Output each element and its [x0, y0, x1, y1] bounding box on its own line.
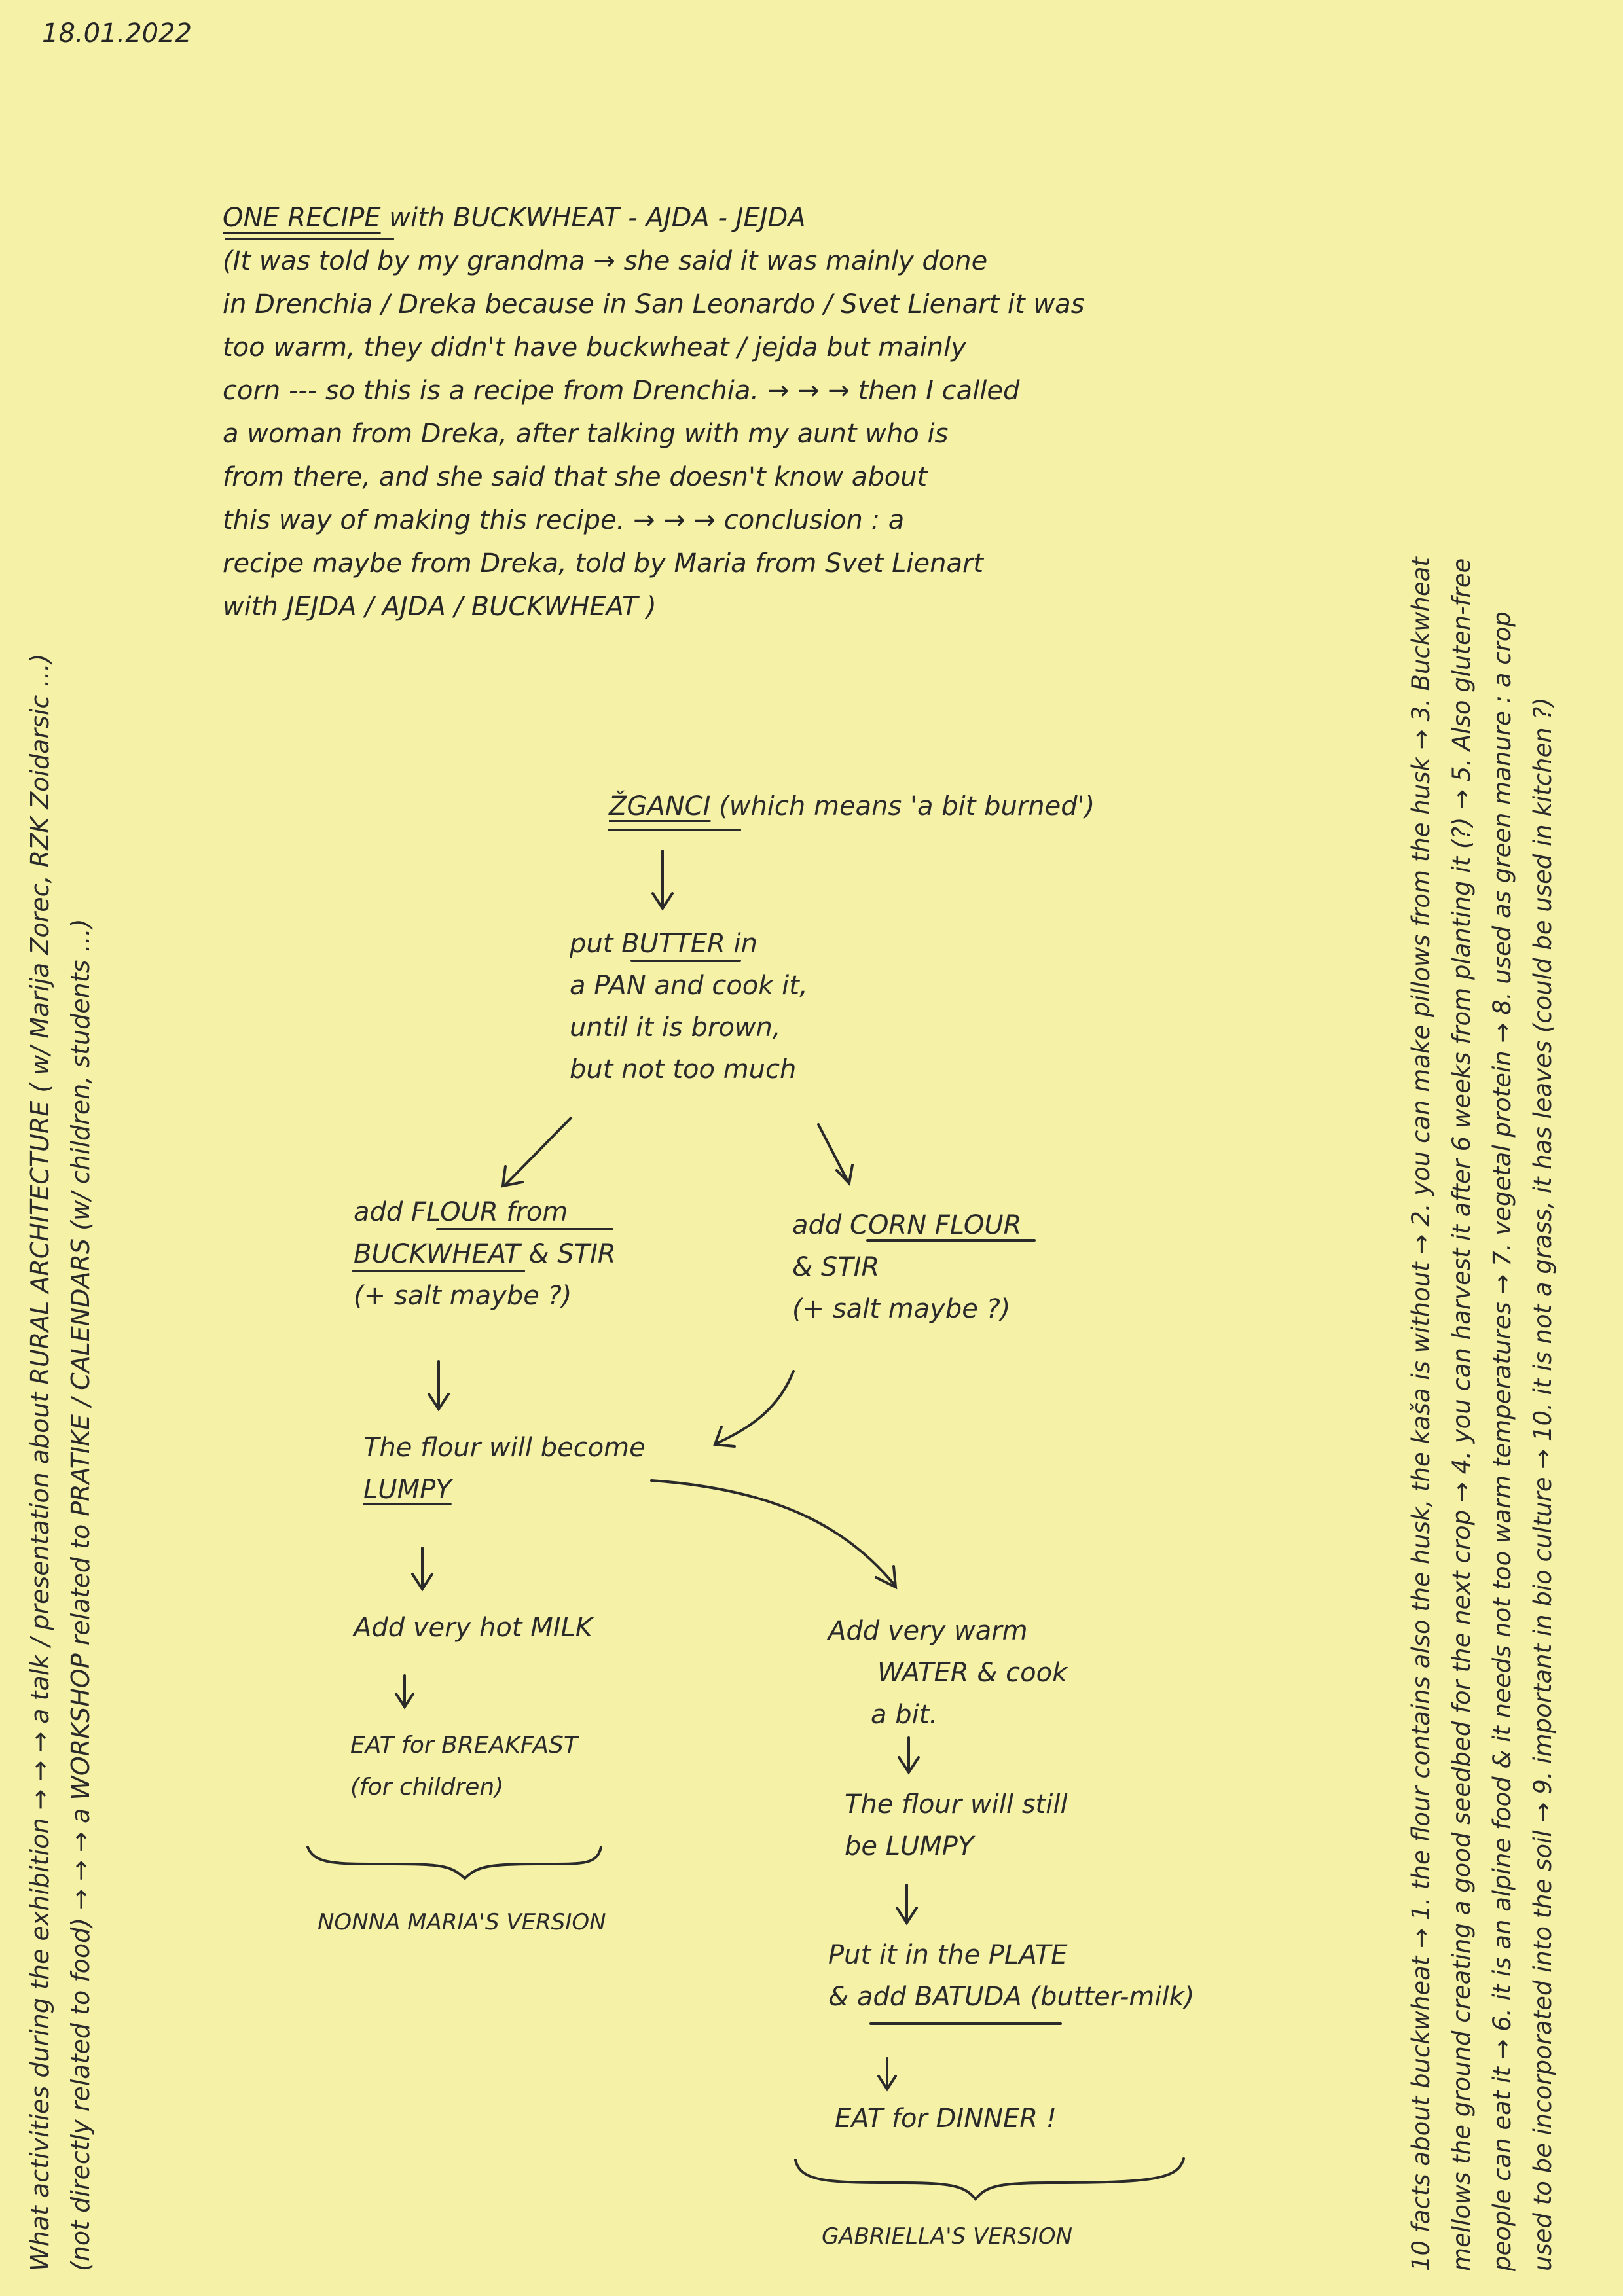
arrow-dish-to-butter	[653, 851, 672, 908]
milk-step: Add very hot MILK	[354, 1613, 593, 1643]
intro-line: this way of making this recipe. → → → conclusion : a	[223, 505, 905, 535]
intro-line: recipe maybe from Dreka, told by Maria from Svet Lienart	[223, 548, 984, 579]
dinner-step: EAT for DINNER !	[835, 2104, 1057, 2134]
buckwheat-facts	[1401, 557, 1563, 2271]
intro-line: from there, and she said that she doesn't know about	[223, 462, 928, 492]
right-branch-line: & STIR	[792, 1252, 880, 1282]
dish-name: ŽGANCI	[609, 791, 711, 821]
arrow-still-lumpy-to-plate	[897, 1885, 917, 1923]
water-line: a bit.	[871, 1700, 938, 1730]
left-branch-line: add FLOUR from	[354, 1197, 568, 1227]
right-branch-line: add CORN FLOUR	[792, 1210, 1022, 1240]
right-branch-line: (+ salt maybe ?)	[792, 1294, 1011, 1324]
still-lumpy-line: The flour will still	[845, 1789, 1068, 1820]
left-margin-notes	[20, 654, 101, 2271]
lumpy-line: The flour will become	[363, 1433, 646, 1463]
left-margin-line: What activities during the exhibition → → → a talk / presentation about RURAL ARCHITECTURE ( w/ Marija Zorec, RZK Zoidarsic ...)	[26, 653, 54, 2271]
arrow-lumpy-to-milk	[412, 1548, 432, 1589]
still-lumpy-line: be LUMPY	[845, 1831, 974, 1861]
intro-line: in Drenchia / Dreka because in San Leonardo / Svet Lienart it was	[223, 289, 1085, 319]
arrow-butter-to-left	[503, 1118, 571, 1186]
intro-title-rest: with BUCKWHEAT - AJDA - JEJDA	[380, 203, 806, 233]
arrow-left-to-lumpy	[429, 1361, 448, 1409]
arrow-water-to-still-lumpy	[899, 1738, 919, 1772]
step-butter-line: but not too much	[570, 1054, 797, 1085]
step-butter-line: put BUTTER in	[570, 929, 757, 959]
arrow-butter-to-right	[818, 1124, 852, 1183]
water-line: Add very warm	[828, 1616, 1028, 1646]
intro-line: corn --- so this is a recipe from Drenchia. → → → then I called	[223, 376, 1020, 406]
intro-line: a woman from Dreka, after talking with my aunt who is	[223, 419, 949, 449]
left-margin-line: (not directly related to food) → → → a WORKSHOP related to PRATIKE / CALENDARS (w/ children, students ...)	[66, 918, 95, 2271]
dish-note: (which means 'a bit burned')	[710, 791, 1095, 821]
brace-right	[795, 2159, 1184, 2199]
arrow-lumpy-to-water	[651, 1480, 896, 1587]
facts-line: people can eat it → 6. it is an alpine food & it needs not too warm temperatures → 7. vegetal protein → 8. used as green manure : a crop	[1488, 611, 1516, 2271]
facts-line: 10 facts about buckwheat → 1. the flour contains also the husk, the kaša is without → 2. you can make pillows from the husk → 3. Buckwheat	[1407, 557, 1435, 2271]
intro-title-underlined: ONE RECIPE	[223, 203, 381, 233]
arrow-right-to-lumpy	[715, 1371, 793, 1446]
facts-line: used to be incorporated into the soil → 9. important in bio culture → 10. it is not a grass, it has leaves (could be used in kitchen ?)	[1529, 697, 1557, 2271]
gabriella-version-label: GABRIELLA'S VERSION	[822, 2223, 1073, 2250]
left-branch-line: BUCKWHEAT & STIR	[354, 1239, 616, 1269]
intro-line: with JEJDA / AJDA / BUCKWHEAT )	[223, 592, 657, 622]
arrow-plate-to-dinner	[879, 2058, 896, 2089]
left-branch-line: (+ salt maybe ?)	[354, 1281, 572, 1311]
nonna-maria-version-label: NONNA MARIA'S VERSION	[318, 1909, 606, 1935]
breakfast-line: (for children)	[350, 1774, 504, 1801]
water-line: WATER & cook	[877, 1658, 1068, 1688]
lumpy-word: LUMPY	[363, 1475, 452, 1505]
plate-line: Put it in the PLATE	[828, 1940, 1068, 1970]
brace-left	[308, 1847, 601, 1878]
intro-line: (It was told by my grandma → she said it was mainly done	[223, 246, 988, 276]
breakfast-line: EAT for BREAKFAST	[350, 1732, 578, 1759]
step-butter-line: a PAN and cook it,	[570, 971, 808, 1001]
plate-line: & add BATUDA (butter-milk)	[828, 1982, 1195, 2012]
step-butter-line: until it is brown,	[570, 1013, 781, 1043]
intro-line: too warm, they didn't have buckwheat / jejda but mainly	[223, 332, 966, 363]
date: 18.01.2022	[42, 18, 192, 48]
arrow-milk-to-breakfast	[396, 1676, 413, 1707]
facts-line: mellows the ground creating a good seedbed for the next crop → 4. you can harvest it after 6 weeks from planting it (?) → 5. Also gluten-free	[1448, 558, 1476, 2271]
